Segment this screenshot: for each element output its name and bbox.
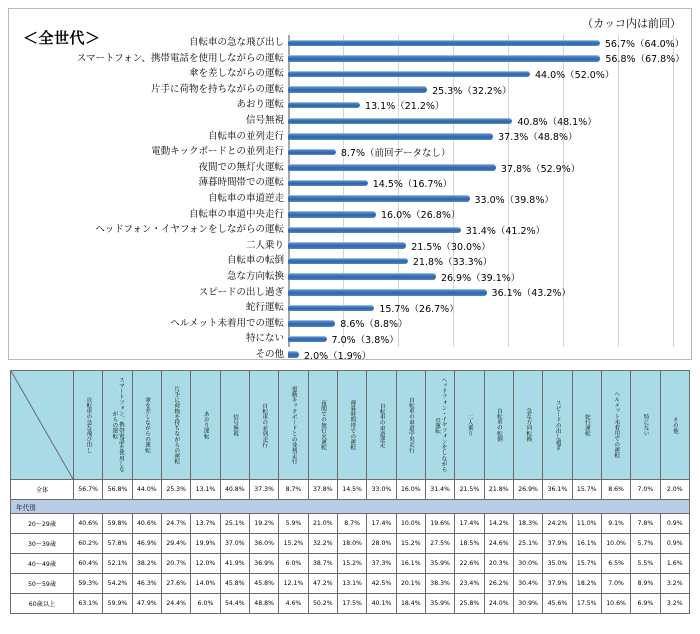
table-cell: 38.2% — [132, 554, 161, 574]
table-cell: 37.0% — [220, 534, 249, 554]
table-cell: 15.2% — [279, 534, 308, 554]
chart-category-label: 自転車の急な飛び出し — [188, 37, 284, 49]
table-cell: 50.2% — [308, 594, 337, 614]
chart-bar-row — [9, 51, 693, 67]
chart-bar — [288, 55, 600, 62]
chart-bar-wrap — [288, 238, 693, 254]
table-cell: 13.1% — [337, 574, 366, 594]
table-cell: 21.5% — [455, 480, 484, 500]
chart-category-label: 夜間での無灯火運転 — [198, 161, 284, 173]
table-cell: 30.0% — [513, 554, 542, 574]
table-row — [11, 554, 690, 574]
chart-bar-wrap — [288, 144, 693, 160]
table-cell: 19.9% — [191, 534, 220, 554]
table-column-header-label: スピードの出し過ぎ — [554, 399, 561, 451]
chart-bar — [288, 258, 408, 265]
chart-bar — [288, 133, 493, 140]
chart-category-label: スマートフォン、携帯電話を使用しながらの運転 — [76, 52, 284, 64]
table-cell: 21.8% — [484, 480, 513, 500]
table-column-header-label: スマートフォン、携帯電話を使用しながらの運転 — [111, 377, 124, 473]
table-column-header — [74, 371, 103, 480]
table-cell: 16.1% — [572, 534, 601, 554]
table-column-header — [513, 371, 542, 480]
table-cell: 46.3% — [132, 574, 161, 594]
table-cell: 35.9% — [425, 594, 454, 614]
table-cell: 60.2% — [74, 534, 103, 554]
table-cell: 36.0% — [249, 534, 278, 554]
table-cell: 27.5% — [425, 534, 454, 554]
chart-bar-wrap — [288, 66, 693, 82]
chart-value-label: 44.0%（52.0%） — [535, 69, 615, 81]
table-cell: 8.7% — [337, 514, 366, 534]
table-cell: 40.6% — [74, 514, 103, 534]
table-cell: 48.8% — [249, 594, 278, 614]
table-row-header: 30〜39歳 — [11, 534, 74, 554]
table-cell: 26.9% — [513, 480, 542, 500]
table-cell: 28.0% — [367, 534, 396, 554]
table-cell: 25.1% — [513, 534, 542, 554]
table-cell: 37.8% — [308, 480, 337, 500]
chart-value-label: 16.0%（26.8%） — [381, 210, 461, 222]
table-cell: 24.0% — [484, 594, 513, 614]
table-column-header — [367, 371, 396, 480]
table-cell: 30.9% — [513, 594, 542, 614]
table-cell: 36.1% — [543, 480, 572, 500]
table-cell: 45.8% — [249, 574, 278, 594]
table-column-header-label: 二人乗り — [466, 413, 473, 437]
chart-bar-row — [9, 66, 693, 82]
bar-chart-panel — [8, 8, 692, 360]
table-cell: 56.8% — [103, 480, 132, 500]
table-cell: 31.4% — [425, 480, 454, 500]
table-column-header-label: 自転車の車道逆走 — [378, 402, 385, 448]
chart-category-label: 傘を差しながらの運転 — [188, 68, 284, 80]
table-column-header-label: 薄暮時間帯での運転 — [349, 399, 356, 451]
chart-value-label: 14.5%（16.7%） — [372, 179, 453, 191]
chart-value-label: 36.1%（43.2%） — [491, 288, 571, 300]
table-row-header: 40〜49歳 — [11, 554, 74, 574]
table-cell: 13.7% — [191, 514, 220, 534]
table-cell: 18.0% — [337, 534, 366, 554]
table-cell: 4.6% — [279, 594, 308, 614]
table-cell: 56.7% — [74, 480, 103, 500]
chart-value-label: 15.7%（26.7%） — [379, 303, 459, 315]
table-cell: 2.0% — [660, 480, 689, 500]
chart-value-label: 37.3%（48.8%） — [498, 132, 578, 144]
chart-value-label: 8.6%（8.8%） — [340, 319, 408, 331]
chart-category-label: スピードの出し過ぎ — [198, 286, 284, 298]
chart-bar — [288, 102, 360, 109]
chart-bar-wrap — [288, 285, 693, 301]
table-cell: 17.5% — [572, 594, 601, 614]
table-cell: 9.1% — [601, 514, 630, 534]
table-cell: 20.7% — [161, 554, 190, 574]
table-row — [11, 534, 690, 554]
table-cell: 42.5% — [367, 574, 396, 594]
chart-value-label: 25.3%（32.2%） — [432, 85, 512, 97]
table-column-header-label: 信号無視 — [232, 413, 239, 437]
chart-bar — [288, 164, 496, 171]
table-cell: 40.6% — [132, 514, 161, 534]
table-column-header-label: ヘルメット未着用での運転 — [613, 391, 620, 459]
table-cell: 7.0% — [601, 574, 630, 594]
chart-bar — [288, 227, 461, 234]
table-column-header — [337, 371, 366, 480]
chart-bar-row — [9, 191, 693, 207]
table-cell: 13.1% — [191, 480, 220, 500]
chart-bar — [288, 242, 406, 249]
chart-value-label: 37.8%（52.9%） — [500, 163, 581, 175]
table-column-header — [103, 371, 132, 480]
table-cell: 45.8% — [220, 574, 249, 594]
chart-bar-wrap — [288, 113, 693, 129]
table-cell: 6.5% — [601, 554, 630, 574]
chart-category-label: 信号無視 — [245, 115, 284, 127]
chart-bar-wrap — [288, 316, 693, 332]
table-cell: 46.9% — [132, 534, 161, 554]
chart-value-label: 13.1%（21.2%） — [365, 101, 445, 113]
table-column-header-label: 自転車の車道中央走行 — [407, 397, 414, 453]
table-column-header-label: あおり運転 — [202, 411, 209, 439]
chart-bar-wrap — [288, 253, 693, 269]
chart-category-label: 自転車の並列走行 — [207, 130, 284, 142]
table-cell: 10.0% — [601, 534, 630, 554]
table-column-header — [132, 371, 161, 480]
table-cell: 60.4% — [74, 554, 103, 574]
table-cell: 5.7% — [631, 534, 660, 554]
chart-bar — [288, 118, 512, 125]
chart-bar-wrap — [288, 175, 693, 191]
table-cell: 3.2% — [660, 574, 689, 594]
chart-bar-row — [9, 331, 693, 347]
table-column-header — [660, 371, 689, 480]
chart-bar — [288, 211, 376, 218]
table-cell: 37.3% — [367, 554, 396, 574]
chart-value-label: 2.0%（1.9%） — [304, 350, 372, 362]
chart-bar-wrap — [288, 82, 693, 98]
table-header — [11, 371, 690, 480]
table-cell: 15.7% — [572, 554, 601, 574]
table-cell: 44.0% — [132, 480, 161, 500]
table-cell: 12.0% — [191, 554, 220, 574]
chart-bar-wrap — [288, 207, 693, 223]
table-cell: 27.6% — [161, 574, 190, 594]
table-column-header — [220, 371, 249, 480]
table-cell: 19.6% — [425, 514, 454, 534]
table-cell: 0.9% — [660, 514, 689, 534]
chart-value-label: 8.7%（前回データなし） — [340, 147, 451, 159]
table-cell: 23.4% — [455, 574, 484, 594]
table-column-header — [396, 371, 425, 480]
table-cell: 22.6% — [455, 554, 484, 574]
table-cell: 29.4% — [161, 534, 190, 554]
table-cell: 21.0% — [308, 514, 337, 534]
diagonal-slash-icon — [11, 371, 73, 479]
table-cell: 24.4% — [161, 594, 190, 614]
table-cell: 38.7% — [308, 554, 337, 574]
chart-category-label: 急な方向転換 — [226, 270, 284, 282]
table-cell: 8.9% — [631, 574, 660, 594]
table-column-header — [631, 371, 660, 480]
table-column-header — [161, 371, 190, 480]
chart-bar-wrap — [288, 191, 693, 207]
table-cell: 10.6% — [601, 594, 630, 614]
chart-bar — [288, 71, 530, 78]
table-column-header — [484, 371, 513, 480]
table-cell: 26.2% — [484, 574, 513, 594]
table-column-header — [279, 371, 308, 480]
table-section-row — [11, 500, 690, 514]
table-column-header-label: その他 — [671, 416, 678, 434]
table-cell: 59.9% — [103, 594, 132, 614]
chart-value-label: 7.0%（3.8%） — [331, 335, 399, 347]
chart-note: （カッコ内は前回） — [582, 18, 681, 30]
table-column-header-label: 蛇行運転 — [583, 413, 590, 437]
table-column-header-label: 自転車の転倒 — [495, 408, 502, 442]
table-cell: 17.4% — [455, 514, 484, 534]
table-row — [11, 480, 690, 500]
table-cell: 38.3% — [425, 574, 454, 594]
table-row-header: 50〜59歳 — [11, 574, 74, 594]
table-row — [11, 574, 690, 594]
table-column-header-label: 自転車の急な飛び出し — [85, 397, 92, 453]
table-column-header — [249, 371, 278, 480]
table-body — [11, 480, 690, 614]
chart-bar-row — [9, 129, 693, 145]
table-cell: 8.7% — [279, 480, 308, 500]
table-cell: 7.8% — [631, 514, 660, 534]
chart-category-label: 電動キックボードとの並列走行 — [151, 146, 284, 158]
table-cell: 17.5% — [337, 594, 366, 614]
chart-bar-row — [9, 175, 693, 191]
chart-value-label: 21.5%（30.0%） — [411, 241, 491, 253]
chart-bar-row — [9, 207, 693, 223]
table-column-header — [601, 371, 630, 480]
table-cell: 54.4% — [220, 594, 249, 614]
chart-bar-wrap — [288, 160, 693, 176]
chart-value-label: 33.0%（39.8%） — [474, 194, 554, 206]
table-column-header-label: 夜間での無灯火運転 — [320, 399, 326, 451]
chart-value-label: 31.4%（41.2%） — [465, 225, 546, 237]
chart-plot-area — [9, 35, 693, 362]
chart-category-label: ヘルメット未着用での運転 — [170, 317, 284, 329]
table-cell: 16.0% — [396, 480, 425, 500]
table-header-row — [11, 371, 690, 480]
table-cell: 14.2% — [484, 514, 513, 534]
table-cell: 63.1% — [74, 594, 103, 614]
table-column-header — [425, 371, 454, 480]
chart-category-label: 薄暮時間帯での運転 — [198, 177, 284, 189]
table-cell: 40.8% — [220, 480, 249, 500]
table-row-header: 全体 — [11, 480, 74, 500]
chart-bar-row — [9, 347, 693, 363]
table-cell: 24.7% — [161, 514, 190, 534]
table-row — [11, 594, 690, 614]
breakdown-table-panel — [10, 370, 690, 624]
table-cell: 47.2% — [308, 574, 337, 594]
table-cell: 25.1% — [220, 514, 249, 534]
chart-category-label: その他 — [255, 348, 284, 360]
chart-category-label: 特にない — [245, 333, 284, 345]
table-cell: 45.6% — [543, 594, 572, 614]
chart-bar-wrap — [288, 35, 693, 51]
table-column-header — [543, 371, 572, 480]
chart-category-label: 二人乗り — [245, 239, 284, 251]
table-column-header — [572, 371, 601, 480]
table-cell: 25.3% — [161, 480, 190, 500]
table-cell: 47.9% — [132, 594, 161, 614]
chart-bar — [288, 86, 427, 93]
chart-bar — [288, 320, 335, 327]
table-cell: 6.9% — [631, 594, 660, 614]
table-cell: 16.1% — [396, 554, 425, 574]
chart-bar-wrap — [288, 97, 693, 113]
chart-bar — [288, 273, 436, 280]
table-cell: 35.0% — [543, 554, 572, 574]
chart-bar-row — [9, 144, 693, 160]
table-cell: 18.2% — [572, 574, 601, 594]
table-row-header: 20〜29歳 — [11, 514, 74, 534]
table-cell: 15.7% — [572, 480, 601, 500]
chart-bar — [288, 195, 470, 202]
chart-bar-row — [9, 160, 693, 176]
chart-value-label: 26.9%（39.1%） — [440, 272, 521, 284]
table-column-header-label: ヘッドフォン・イヤフォンをしながらの運転 — [434, 377, 447, 473]
table-cell: 20.3% — [484, 554, 513, 574]
chart-bar-rows — [9, 35, 693, 362]
table-cell: 19.2% — [249, 514, 278, 534]
table-cell: 33.0% — [367, 480, 396, 500]
table-row — [11, 514, 690, 534]
chart-category-label: 自転車の車道逆走 — [207, 192, 284, 204]
table-row-header: 60歳以上 — [11, 594, 74, 614]
chart-bar-row — [9, 97, 693, 113]
chart-category-label: 自転車の車道中央走行 — [188, 208, 284, 220]
table-cell: 5.5% — [631, 554, 660, 574]
table-column-header — [191, 371, 220, 480]
chart-bar-row — [9, 316, 693, 332]
table-cell: 36.9% — [249, 554, 278, 574]
chart-bar-wrap — [288, 222, 693, 238]
table-cell: 1.6% — [660, 554, 689, 574]
table-cell: 35.9% — [425, 554, 454, 574]
chart-bar-wrap — [288, 347, 693, 363]
table-cell: 17.4% — [367, 514, 396, 534]
chart-value-label: 56.8%（67.8%） — [605, 54, 685, 66]
chart-bar-row — [9, 300, 693, 316]
table-cell: 59.3% — [74, 574, 103, 594]
table-cell: 25.8% — [455, 594, 484, 614]
chart-value-label: 40.8%（48.1%） — [517, 116, 597, 128]
table-cell: 7.0% — [631, 480, 660, 500]
chart-bar-row — [9, 269, 693, 285]
chart-bar-wrap — [288, 129, 693, 145]
chart-bar-row — [9, 238, 693, 254]
table-cell: 6.0% — [191, 594, 220, 614]
chart-bar-wrap — [288, 331, 693, 347]
table-cell: 18.3% — [513, 514, 542, 534]
table-cell: 37.3% — [249, 480, 278, 500]
table-column-header-label: 電動キックボードとの並列走行 — [290, 385, 297, 465]
table-cell: 11.0% — [572, 514, 601, 534]
table-cell: 30.4% — [513, 574, 542, 594]
table-cell: 14.0% — [191, 574, 220, 594]
table-cell: 14.5% — [337, 480, 366, 500]
table-cell: 57.8% — [103, 534, 132, 554]
chart-bar — [288, 351, 299, 358]
table-cell: 24.6% — [484, 534, 513, 554]
chart-bar — [288, 40, 600, 47]
table-cell: 32.2% — [308, 534, 337, 554]
chart-bar-wrap — [288, 300, 693, 316]
table-cell: 10.0% — [396, 514, 425, 534]
table-cell: 18.4% — [396, 594, 425, 614]
table-cell: 52.1% — [103, 554, 132, 574]
chart-bar — [288, 305, 374, 312]
chart-value-label: 21.8%（33.3%） — [412, 257, 493, 269]
chart-bar — [288, 336, 327, 343]
table-cell: 6.0% — [279, 554, 308, 574]
table-cell: 8.6% — [601, 480, 630, 500]
chart-category-label: 片手に荷物を持ちながらの運転 — [150, 83, 284, 95]
chart-bar — [288, 149, 336, 156]
chart-bar-row — [9, 82, 693, 98]
chart-bar-row — [9, 222, 693, 238]
table-cell: 37.9% — [543, 574, 572, 594]
chart-category-label: 蛇行運転 — [245, 302, 284, 314]
chart-category-label: 自転車の転倒 — [226, 255, 284, 267]
table-cell: 20.1% — [396, 574, 425, 594]
table-cell: 15.2% — [337, 554, 366, 574]
table-column-header-label: 片手に荷物を持ちながらの運転 — [173, 385, 180, 465]
chart-bar — [288, 289, 487, 296]
table-corner-cell — [11, 371, 74, 480]
chart-bar-row — [9, 285, 693, 301]
table-column-header-label: 傘を差しながらの運転 — [144, 397, 151, 453]
table-column-header-label: 急な方向転換 — [525, 408, 532, 442]
table-cell: 54.2% — [103, 574, 132, 594]
chart-bar-row — [9, 253, 693, 269]
table-column-header-label: 特にない — [642, 413, 649, 437]
chart-bar — [288, 180, 368, 187]
table-cell: 59.8% — [103, 514, 132, 534]
breakdown-table — [10, 370, 690, 614]
table-column-header — [455, 371, 484, 480]
table-cell: 18.5% — [455, 534, 484, 554]
chart-value-label: 56.7%（64.0%） — [604, 38, 685, 50]
table-cell: 0.9% — [660, 534, 689, 554]
table-column-header — [308, 371, 337, 480]
table-column-header-label: 自転車の並列走行 — [261, 402, 268, 448]
chart-bar-row — [9, 35, 693, 51]
table-cell: 37.9% — [543, 534, 572, 554]
table-cell: 24.2% — [543, 514, 572, 534]
table-cell: 5.9% — [279, 514, 308, 534]
table-cell: 3.2% — [660, 594, 689, 614]
table-cell: 40.1% — [367, 594, 396, 614]
chart-category-label: ヘッドフォン・イヤフォンをしながらの運転 — [95, 224, 284, 236]
chart-bar-wrap — [288, 51, 693, 67]
chart-bar-wrap — [288, 269, 693, 285]
chart-title: ＜全世代＞ — [23, 30, 101, 47]
table-cell: 12.1% — [279, 574, 308, 594]
chart-bar-row — [9, 113, 693, 129]
table-cell: 15.2% — [396, 534, 425, 554]
chart-category-label: あおり運転 — [236, 99, 284, 111]
table-section-label: 年代別 — [11, 500, 690, 514]
table-cell: 41.9% — [220, 554, 249, 574]
